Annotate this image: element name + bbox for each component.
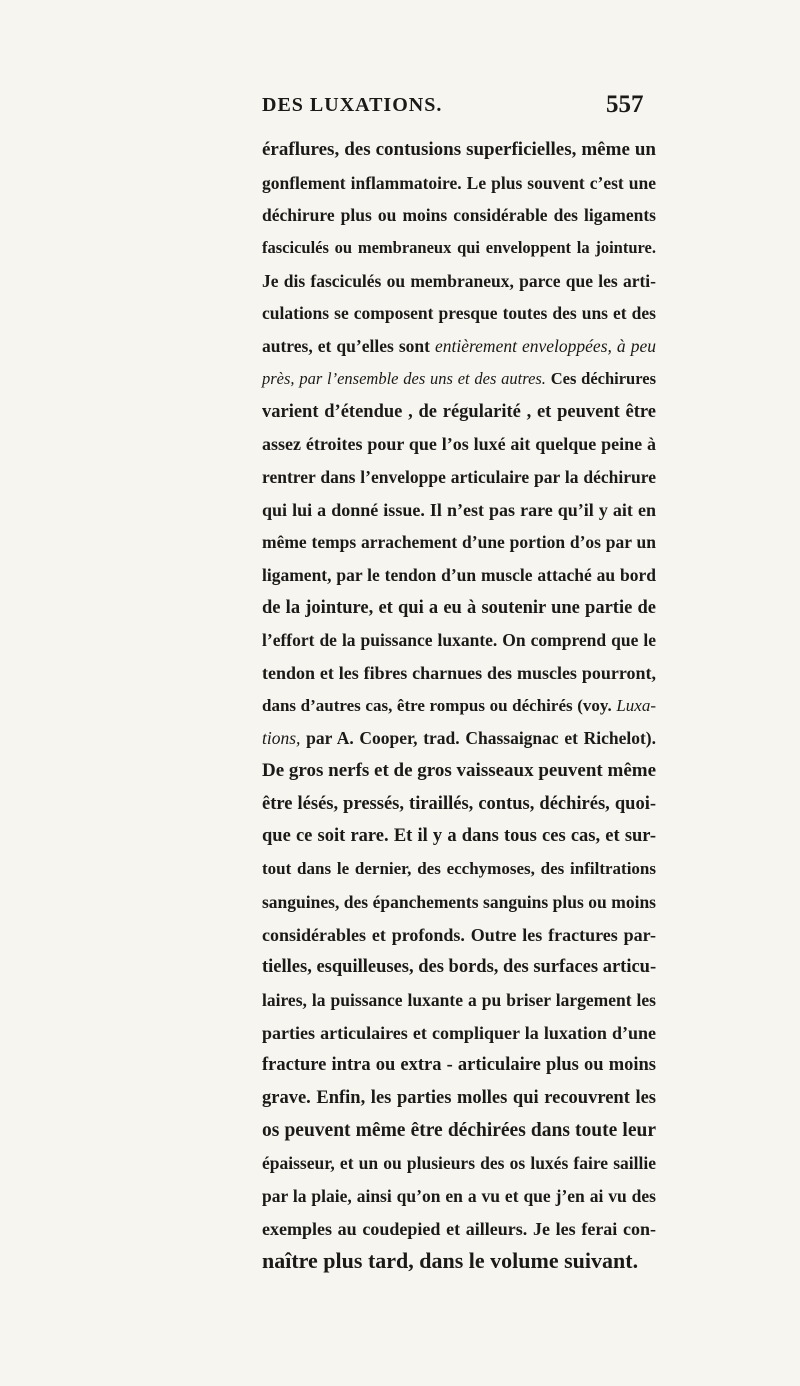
text-segment: éraflures, des contusions superficielles, même un	[262, 139, 656, 160]
text-segment: naître plus tard, dans le volume suivant.	[262, 1248, 639, 1274]
text-segment: autres, et qu’elles sont	[262, 336, 435, 357]
text-segment: exemples au coudepied et ailleurs. Je les ferai con-	[262, 1218, 656, 1239]
text-segment: De gros nerfs et de gros vaisseaux peuvent même	[262, 760, 657, 782]
text-segment: Je dis fasciculés ou membraneux, parce que les arti-	[262, 270, 656, 291]
text-line	[262, 232, 656, 265]
text-segment: culations se composent presque toutes des uns et des	[262, 303, 656, 324]
text-line	[262, 951, 656, 984]
italic-text: près, par l’ensemble des uns et des autres.	[262, 368, 546, 388]
text-segment: fasciculés ou membraneux qui enveloppent la jointure.	[262, 238, 656, 258]
text-line	[262, 1245, 656, 1278]
text-line	[262, 788, 656, 821]
text-line	[262, 461, 656, 494]
text-line	[262, 1115, 656, 1148]
italic-text: entièrement enveloppées, à peu	[435, 336, 657, 357]
text-line	[262, 199, 656, 232]
text-segment: par A. Cooper, trad. Chassaignac et Richelot).	[300, 728, 656, 749]
text-line	[262, 592, 656, 625]
text-line	[262, 297, 656, 330]
text-segment: fracture intra ou extra - articulaire plus ou moins	[262, 1055, 656, 1076]
body-paragraph	[262, 134, 656, 1278]
text-line	[262, 722, 656, 755]
text-line	[262, 1049, 656, 1082]
text-segment: ligament, par le tendon d’un muscle attaché au bord	[262, 564, 656, 585]
text-segment: être lésés, pressés, tiraillés, contus, déchirés, quoi-	[262, 793, 656, 814]
text-segment: même temps arrachement d’une portion d’os par un	[262, 532, 656, 553]
text-line	[262, 559, 656, 592]
text-line	[262, 1180, 656, 1213]
text-segment: considérables et profonds. Outre les fractures par-	[262, 924, 656, 945]
text-line	[262, 820, 656, 853]
italic-text: tions,	[262, 728, 301, 749]
text-line	[262, 755, 656, 788]
text-segment: laires, la puissance luxante a pu briser largement les	[262, 989, 656, 1010]
text-segment: sanguines, des épanchements sanguins plus ou moins	[262, 891, 656, 912]
text-line	[262, 265, 656, 298]
text-line	[262, 1082, 656, 1115]
text-segment: os peuvent même être déchirées dans toute leur	[262, 1119, 656, 1141]
text-line	[262, 1147, 656, 1180]
text-segment: varient d’étendue , de régularité , et peuvent être	[262, 401, 656, 422]
text-segment: gonflement inflammatoire. Le plus souvent c’est une	[262, 172, 656, 193]
text-line	[262, 526, 656, 559]
text-segment: Ces déchirures	[545, 368, 657, 388]
text-segment: de la jointure, et qui a eu à soutenir une partie de	[262, 597, 656, 618]
text-segment: déchirure plus ou moins considérable des ligaments	[262, 205, 656, 226]
text-line	[262, 396, 656, 429]
text-segment: que ce soit rare. Et il y a dans tous ces cas, et sur-	[262, 826, 656, 847]
text-segment: assez étroites pour que l’os luxé ait quelque peine à	[262, 434, 656, 455]
text-segment: dans d’autres cas, être rompus ou déchirés (voy.	[262, 695, 617, 715]
italic-text: Luxa-	[616, 695, 656, 715]
text-line	[262, 494, 656, 527]
text-segment: parties articulaires et compliquer la luxation d’une	[262, 1022, 656, 1043]
text-segment: l’effort de la puissance luxante. On comprend que le	[262, 630, 656, 651]
text-line	[262, 428, 656, 461]
text-line	[262, 330, 656, 363]
text-segment: épaisseur, et un ou plusieurs des os luxés faire saillie	[262, 1153, 656, 1174]
text-line	[262, 690, 656, 723]
text-line	[262, 886, 656, 919]
text-segment: tendon et les fibres charnues des muscles pourront,	[262, 663, 656, 683]
text-segment: tout dans le dernier, des ecchymoses, des infiltrations	[262, 859, 656, 879]
page-number: 557	[606, 91, 644, 118]
text-line	[262, 1017, 656, 1050]
running-title: DES LUXATIONS.	[262, 94, 443, 116]
text-line	[262, 363, 656, 396]
text-line	[262, 1213, 656, 1246]
text-line	[262, 984, 656, 1017]
text-segment: qui lui a donné issue. Il n’est pas rare qu’il y ait en	[262, 499, 656, 520]
text-line	[262, 167, 656, 200]
text-segment: tielles, esquilleuses, des bords, des surfaces articu-	[262, 957, 657, 978]
text-line	[262, 624, 656, 657]
text-segment: par la plaie, ainsi qu’on en a vu et que j’en ai vu des	[262, 1186, 656, 1206]
text-line	[262, 853, 656, 886]
text-line	[262, 919, 656, 952]
text-line	[262, 657, 656, 690]
running-header	[0, 91, 800, 124]
text-line	[262, 134, 656, 167]
text-segment: grave. Enfin, les parties molles qui recouvrent les	[262, 1087, 656, 1108]
text-segment: rentrer dans l’enveloppe articulaire par la déchirure	[262, 466, 656, 487]
